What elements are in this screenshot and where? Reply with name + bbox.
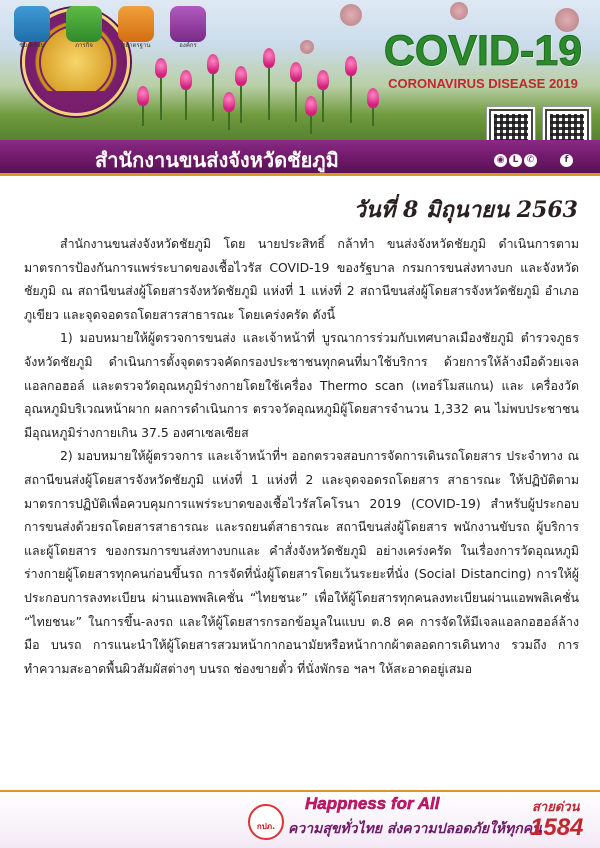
line-icon[interactable]: L [509,154,522,167]
virus-decoration [450,2,468,20]
flower [290,62,302,82]
safety-slogan: ความสุขทั่วไทย ส่งความปลอดภัยให้ทุกคน [288,821,542,837]
flower [180,70,192,90]
virus-decoration [300,40,314,54]
flower [367,88,379,108]
logo-ribbon [45,91,107,103]
footer-icon-label: ภารกิจ [75,42,93,49]
flower [345,56,357,76]
flower-stem [268,60,270,120]
document-body [24,232,579,680]
footer-icon-label: สู่มาตรฐาน [121,42,151,49]
paragraph-intro: สำนักงานขนส่งจังหวัดชัยภูมิ โดย นายประสิทธิ์ กล้าทำ ขนส่งจังหวัดชัยภูมิ ดำเนินการตามมาตรการป้องกันการแพร่ระบาดของเชื้อไวรัส COVID-19 ของรัฐบาล กรมการขนส่งทางบก และจังหวัดชัยภูมิ ณ สถานีขนส่งผู้โดยสารจังหวัดชัยภูมิ แห่งที่ 1 แห่งที่ 2 สถานีขนส่งผู้โดยสารจังหวัดชัยภูมิ อำเภอภูเขียว และจุดจอดรถโดยสารสาธารณะ โดยเคร่งครัด ดังนี้ [24,236,579,322]
flower [223,92,235,112]
flower [263,48,275,68]
hotline-label: สายด่วน [532,800,580,815]
virus-decoration [340,4,362,26]
mission-icon [66,6,102,42]
page-title: สำนักงานขนส่งจังหวัดชัยภูมิ [95,148,339,172]
happiness-slogan: Happness for All [305,794,440,813]
flower-stem [350,68,352,123]
flower [235,66,247,86]
paragraph-item-2: 2) มอบหมายให้ผู้ตรวจการ และเจ้าหน้าที่ฯ ออกตรวจสอบการจัดการเดินรถโดยสาร ประจำทาง ณ สถานีขนส่งผู้โดยสารจังหวัดชัยภูมิ แห่งที่ 1 แห่งที่ 2 และจุดจอดรถโดยสาร สาธารณะ ให้ปฏิบัติตามมาตรการปฏิบัติเพื่อควบคุมการแพร่ระบาดของเชื้อไวรัสโคโรนา 2019 (COVID-19) สำหรับผู้ประกอบการขนส่งด้วยรถโดยสารสาธารณะ และรถยนต์สาธารณะ สถานีขนส่งผู้โดยสาร พนักงานขับรถ ผู้บริการ และผู้โดยสาร ของกรมการขนส่งทางบกและ คำสั่งจังหวัดชัยภูมิ อย่างเคร่งครัด ในเรื่องการวัดอุณหภูมิร่างกายผู้โดยสารทุกคนก่อนขึ้นรถ การจัดที่นั่งผู้โดยสารโดยเว้นระยะที่นั่ง (Social Distancing) การให้ผู้ประกอบการลงทะเบียน ผ่านแอพพลิเคชั่น “ไทยชนะ” เพื่อให้ผู้โดยสารทุกคนลงทะเบียนผ่านแอพพลิเคชั่น “ไทยชนะ” ในการขึ้น-ลงรถ และให้ผู้โดยสารกรอกข้อมูลในแบบ ต.8 คค การจัดให้มีเจลแอลกอฮอล์ล้างมือ บนรถ การแนะนำให้ผู้โดยสารสวมหน้ากากอนามัยหรือหน้ากากผ้าตลอดการเดินทาง รวมถึง การทำความสะอาดพื้นผิวสัมผัสต่างๆ บนรถ ช่องขายตั๋ว ที่นั่งพักรอ ฯลฯ ให้สะอาดอยู่เสมอ [24,448,579,676]
flower [155,58,167,78]
flower [305,96,317,116]
footer-icon-label: องค์กร [179,42,197,49]
facebook-icon[interactable]: f [560,154,573,167]
footer-icon-label: ขับเคลื่อน [19,42,45,49]
dlt-label: กปภ. [256,822,276,831]
flower [317,70,329,90]
document-date: วันที่ 8 มิถุนายน 2563 [353,197,578,223]
covid-subtitle: CORONAVIRUS DISEASE 2019 [388,76,578,91]
covid-title: COVID-19 [383,27,583,75]
hotline-number[interactable]: 1584 [530,814,584,841]
phone-icon[interactable]: ✆ [524,154,537,167]
flower [137,86,149,106]
org-icon [170,6,206,42]
web-icon[interactable]: ◉ [494,154,507,167]
paragraph-item-1: 1) มอบหมายให้ผู้ตรวจการขนส่ง และเจ้าหน้าที่ บูรณาการร่วมกับเทศบาลเมืองชัยภูมิ ตำรวจภูธรจังหวัดชัยภูมิ ดำเนินการตั้งจุดตรวจคัดกรองประชาชนทุกคนที่มาใช้บริการ ด้วยการให้ล้างมือด้วยเจลแอลกอฮอล์ และตรวจวัดอุณหภูมิร่างกายโดยใช้เครื่อง Thermo scan (เทอร์โมสแกน) และ เครื่องวัดอุณหภูมิบริเวณหน้าผาก ผลการดำเนินการ ตรวจวัดอุณหภูมิผู้โดยสารจำนวน 1,332 คน ไม่พบประชาชนมีอุณหภูมิร่างกายเกิน 37.5 องศาเซลเซียส [24,330,579,440]
flower [207,54,219,74]
excellence-icon [118,6,154,42]
drive-icon [14,6,50,42]
flower-stem [212,66,214,121]
